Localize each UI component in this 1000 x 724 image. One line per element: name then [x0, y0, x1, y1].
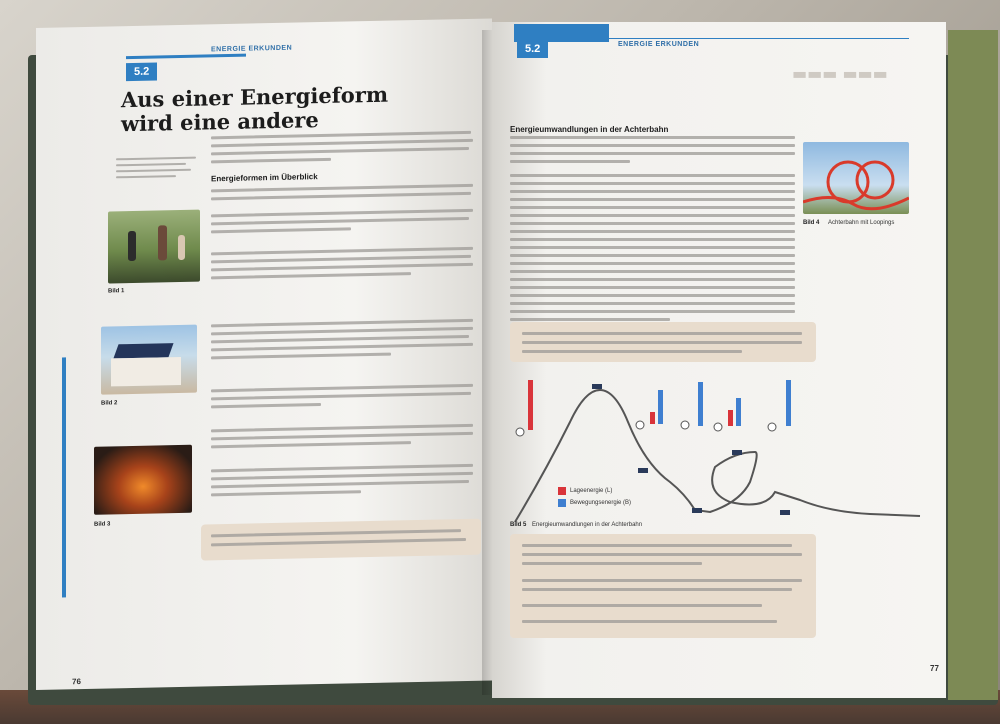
margin-bar — [62, 357, 66, 597]
margin-note — [116, 157, 196, 161]
point-D-marker — [714, 423, 722, 431]
task-box-1 — [201, 519, 481, 561]
coaster-loops-icon — [803, 142, 909, 214]
text-line — [510, 254, 795, 257]
text-line — [510, 136, 795, 139]
bar-L-B — [650, 412, 655, 424]
text-line — [211, 392, 471, 400]
text-line — [211, 490, 361, 496]
text-line — [211, 139, 473, 147]
task-box-3-6 — [510, 534, 816, 638]
chapter-tag: ENERGIE ERKUNDEN — [211, 44, 293, 54]
energy-conversion-diagram — [510, 372, 930, 532]
text-line — [510, 222, 795, 225]
text-line — [211, 432, 473, 440]
text-line — [510, 144, 795, 147]
text-line — [510, 152, 795, 155]
text-line — [211, 147, 469, 155]
task-box-2 — [510, 322, 816, 362]
text-line — [211, 472, 473, 480]
text-line — [522, 604, 762, 607]
bar-B-C — [698, 382, 703, 426]
text-line — [510, 190, 795, 193]
text-line — [522, 341, 802, 344]
text-line — [211, 255, 471, 263]
trampoline-photo — [108, 210, 200, 284]
text-line — [211, 424, 473, 432]
section-subheading-right: Energieumwandlungen in der Achterbahn — [510, 125, 669, 134]
text-line — [510, 286, 795, 289]
title-line-2: wird eine andere — [121, 107, 319, 137]
left-page — [36, 18, 492, 690]
text-line — [522, 332, 802, 335]
point-A-marker — [516, 428, 524, 436]
text-line — [211, 158, 331, 164]
text-line — [510, 182, 795, 185]
text-line — [510, 310, 795, 313]
text-line — [211, 441, 411, 448]
point-E-marker — [768, 423, 776, 431]
caption-4-text: Achterbahn mit Loopings — [828, 220, 895, 226]
roller-coaster-photo — [803, 142, 909, 214]
bar-B-E — [786, 380, 791, 426]
text-line — [522, 620, 777, 623]
text-line — [211, 403, 321, 408]
book-cover-edge — [948, 30, 998, 700]
text-line — [510, 230, 795, 233]
page-number-left: 76 — [72, 677, 81, 687]
text-line — [522, 562, 702, 565]
right-page — [492, 22, 946, 698]
caption-5-label: Bild 5 — [510, 522, 527, 528]
section-subheading: Energieformen im Überblick — [211, 172, 318, 184]
legend-swatch-lage — [558, 487, 566, 495]
coaster-car-icon — [638, 468, 648, 473]
text-line — [211, 343, 473, 351]
text-line — [211, 353, 391, 360]
section-badge-right: 5.2 — [517, 40, 548, 58]
text-line — [510, 270, 795, 273]
caption-1-label: Bild 1 — [108, 288, 125, 295]
text-line — [510, 246, 795, 249]
text-line — [522, 588, 792, 591]
text-line — [211, 480, 469, 488]
text-line — [211, 335, 469, 343]
campfire-photo — [94, 445, 192, 515]
coaster-car-icon — [592, 384, 602, 389]
text-line — [510, 198, 795, 201]
text-line — [510, 294, 795, 297]
bar-L-A — [528, 380, 533, 430]
text-line — [510, 174, 795, 177]
legend-label-lage: Lageenergie (L) — [570, 488, 613, 494]
text-line — [510, 278, 795, 281]
text-line — [211, 464, 473, 472]
point-B-marker — [636, 421, 644, 429]
point-C-marker — [681, 421, 689, 429]
solar-house-photo — [101, 325, 197, 395]
caption-3-label: Bild 3 — [94, 521, 111, 528]
text-line — [510, 206, 795, 209]
show-through-text: ▬▬▬ ▬▬▬ — [792, 64, 888, 83]
margin-note — [116, 163, 186, 166]
legend-swatch-bewegung — [558, 499, 566, 507]
chapter-tag-right: ENERGIE ERKUNDEN — [618, 41, 700, 48]
text-line — [211, 538, 466, 546]
text-line — [510, 214, 795, 217]
text-line — [211, 247, 473, 255]
text-line — [211, 529, 461, 537]
text-line — [510, 318, 670, 321]
bar-B-D — [736, 398, 741, 426]
text-line — [211, 227, 351, 233]
text-line — [522, 553, 802, 556]
bar-L-D — [728, 410, 733, 426]
header-rule — [609, 38, 909, 39]
text-line — [211, 272, 411, 279]
text-line — [510, 262, 795, 265]
caption-4-label: Bild 4 — [803, 220, 820, 226]
caption-2-label: Bild 2 — [101, 400, 118, 407]
text-line — [522, 544, 792, 547]
text-line — [211, 319, 473, 327]
text-line — [510, 238, 795, 241]
coaster-car-icon — [692, 508, 702, 513]
legend-label-bewegung: Bewegungsenergie (B) — [570, 500, 632, 506]
coaster-car-icon — [732, 450, 742, 455]
title-line-1: Aus einer Energieform — [121, 81, 389, 113]
margin-note — [116, 169, 191, 173]
text-line — [522, 579, 802, 582]
bar-B-B — [658, 390, 663, 424]
text-line — [211, 209, 473, 217]
text-line — [211, 263, 473, 271]
section-badge: 5.2 — [126, 62, 157, 81]
text-line — [211, 184, 473, 192]
caption-5-text: Energieumwandlungen in der Achterbahn — [532, 522, 643, 528]
header-rule — [126, 54, 246, 60]
margin-note — [116, 175, 176, 178]
text-line — [211, 384, 473, 392]
text-line — [510, 160, 630, 163]
text-line — [510, 302, 795, 305]
text-line — [211, 327, 473, 335]
page-number-right: 77 — [930, 664, 939, 673]
coaster-car-icon — [780, 510, 790, 515]
text-line — [522, 350, 742, 353]
page-title — [121, 83, 388, 137]
text-line — [211, 192, 471, 200]
text-line — [211, 217, 469, 225]
